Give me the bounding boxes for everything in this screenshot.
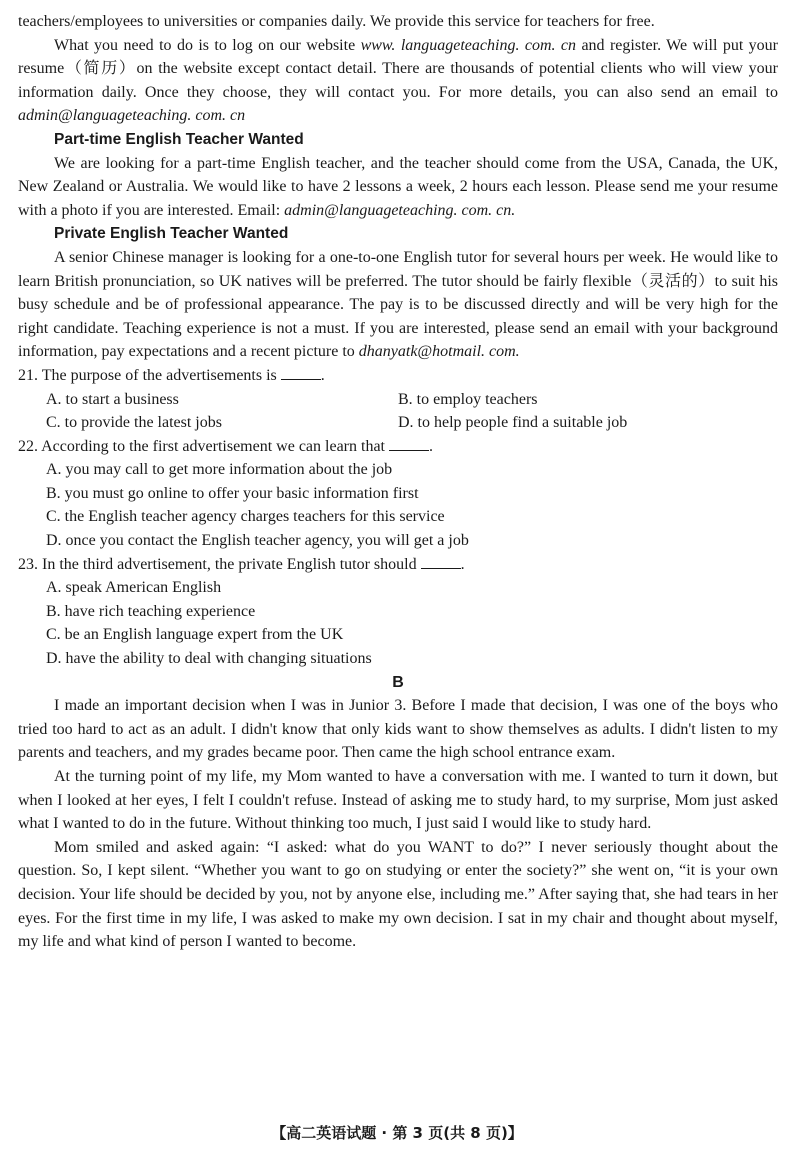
question-23-text: 23. In the third advertisement, the private English tutor should [18,555,421,573]
page-footer: 【高二英语试题 · 第 3 页(共 8 页)】 [271,1124,523,1142]
option-21-c: C. to provide the latest jobs [46,414,222,432]
question-23-period: . [460,555,465,573]
exam-page [18,10,778,954]
option-22-c: C. the English teacher agency charges teachers for this service [46,508,445,526]
question-22-text: 22. According to the first advertisement we can learn that [18,437,389,455]
question-21-options-row2 [18,411,778,435]
ad1-website-url: www. languageteaching. com. cn [360,36,577,54]
question-23-stem [18,553,778,577]
option-22-b: B. you must go online to offer your basic information first [46,484,419,502]
ad1-paragraph [18,34,778,128]
section-b-paragraph-3: Mom smiled and asked again: “I asked: what do you WANT to do?” I never seriously thought about the question. So, I kept silent. “Whether you want to go on studying or enter the society?” she went on, “it is your own decision. Your life should be decided by you, not by anyone else, including me.” After saying that, she had tears in her eyes. For the first time in my life, I was asked to make my own decision. I sat in my chair and thought about myself, my life and what kind of person I wanted to become. [18,838,778,951]
option-23-d: D. have the ability to deal with changing situations [46,650,372,668]
option-21-a: A. to start a business [46,390,179,408]
option-22-a: A. you may call to get more information about the job [46,461,393,479]
question-22-stem [18,435,778,459]
answer-blank [281,367,321,380]
option-21-d: D. to help people find a suitable job [398,414,628,432]
section-b-paragraph-2: At the turning point of my life, my Mom wanted to have a conversation with me. I wanted to turn it down, but when I looked at her eyes, I felt I couldn't refuse. Instead of asking me to study hard, to my surprise, Mom just asked what I wanted to do in the future. Without thinking too much, I just said I would like to study hard. [18,768,778,833]
question-21-text: 21. The purpose of the advertisements is [18,366,281,384]
question-21-stem [18,364,778,388]
question-21-period: . [320,366,325,384]
option-21-b: B. to employ teachers [398,390,538,408]
option-23-c: C. be an English language expert from the UK [46,626,344,644]
ad1-text-a: What you need to do is to log on our website [54,36,361,54]
ad2-heading: Part-time English Teacher Wanted [54,130,304,148]
question-22-period: . [428,437,433,455]
ad3-heading: Private English Teacher Wanted [54,225,289,243]
ad1-continued-text: teachers/employees to universities or companies daily. We provide this service for teachers for free. [18,13,655,30]
answer-blank [421,556,461,569]
answer-blank [389,438,429,451]
option-22-d: D. once you contact the English teacher agency, you will get a job [46,532,469,550]
ad1-text-b: and register. We will put your resume（简历）on the website except contact detail. There are thousands of potential clients who will view your information daily. Once they choose, they will contact you. For more details, you can also send an email to [18,36,778,101]
option-23-a: A. speak American English [46,579,222,597]
section-b-paragraph-1: I made an important decision when I was in Junior 3. Before I made that decision, I was one of the boys who tried too hard to act as an adult. I didn't know that only kids want to show themselves as adults. I didn't listen to my parents and teachers, and my grades became poor. Then came the high school entrance exam. [18,697,778,762]
section-b-label: B [392,673,404,691]
ad2-text: We are looking for a part-time English teacher, and the teacher should come from the USA, Canada, the UK, New Zealand or Australia. We would like to have 2 lessons a week, 2 hours each lesson. Please send me your resume with a photo if you are interested. Email: [18,154,778,219]
ad3-email: dhanyatk@hotmail. com. [358,343,520,361]
ad3-paragraph [18,246,778,364]
ad1-email: admin@languageteaching. com. cn [18,107,246,125]
question-21-options-row1 [18,388,778,412]
ad3-text: A senior Chinese manager is looking for a one-to-one English tutor for several hours per week. He would like to learn British pronunciation, so UK natives will be preferred. The tutor should be fairly flexible（灵活的）to suit his busy schedule and be of professional appearance. The pay is to be discussed directly and will be very high for the right candidate. Teaching experience is not a must. If you are interested, please send an email with your background information, pay expectations and a recent picture to [18,248,778,361]
option-23-b: B. have rich teaching experience [46,602,256,620]
ad2-email: admin@languageteaching. com. cn. [284,201,516,219]
ad2-paragraph [18,152,778,223]
